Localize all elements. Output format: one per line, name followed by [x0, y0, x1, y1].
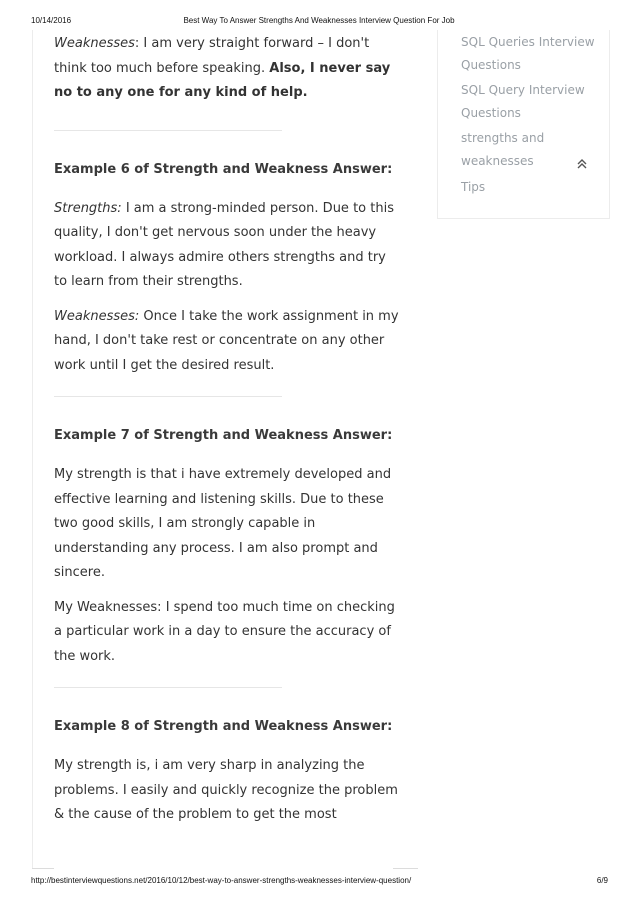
sidebar-link-tips[interactable]: Tips: [461, 180, 486, 194]
page-edge-rule: [32, 868, 54, 869]
example-8-strength: My strength is, i am very sharp in analyzing the problems. I easily and quickly recognize the problem & the cause of the problem to get the most: [54, 758, 398, 822]
example-6-strength: [54, 197, 399, 295]
print-date: 10/14/2016: [31, 16, 72, 25]
print-title: Best Way To Answer Strengths And Weaknesses Interview Question For Job: [183, 16, 455, 25]
section-divider: [54, 130, 282, 131]
example-8-heading: Example 8 of Strength and Weakness Answer:: [54, 719, 393, 734]
strength-text: I am a strong-minded person. Due to this quality, I don't get nervous soon under the heavy workload. I always admire others strengths and try to learn from their strengths.: [54, 200, 394, 289]
example-7-weakness: My Weaknesses: I spend too much time on checking a particular work in a day to ensure the accuracy of the work.: [54, 599, 395, 664]
page-edge-rule: [393, 868, 418, 869]
example-7-heading: Example 7 of Strength and Weakness Answer:: [54, 428, 393, 443]
weakness-paragraph-top: [54, 32, 399, 106]
sidebar-link-strengths-weaknesses[interactable]: strengths and weaknesses: [461, 131, 545, 168]
example-7-strength: My strength is that i have extremely developed and effective learning and listening skills. Due to these two good skills, I am strongly capable in understanding any process. I am also prompt and sincere.: [54, 467, 392, 580]
sidebar-tag-list: [437, 30, 610, 219]
example-6-heading: Example 6 of Strength and Weakness Answer:: [54, 161, 393, 177]
weakness-label: Weaknesses:: [54, 308, 140, 324]
weakness-label: Weaknesses: [54, 36, 135, 51]
weakness-text: Once I take the work assignment in my hand, I don't take rest or concentrate on any other work until I get the desired result.: [54, 308, 399, 373]
section-divider: [54, 687, 282, 688]
pdf-header: [0, 0, 638, 30]
weakness-bold-text: Also, I never say no to any one for any kind of help.: [54, 60, 391, 100]
print-url: http://bestinterviewquestions.net/2016/10/12/best-way-to-answer-strengths-weaknesses-interview-question/: [31, 876, 412, 885]
weakness-text: : I am very straight forward – I don't think too much before speaking.: [54, 36, 370, 76]
page-number: 6/9: [596, 876, 608, 885]
sidebar-link-sql-queries[interactable]: SQL Queries Interview Questions: [461, 35, 595, 72]
article-body: [32, 30, 419, 868]
article-content: [54, 30, 399, 838]
double-chevron-up-icon[interactable]: [575, 158, 589, 172]
pdf-footer: [0, 876, 638, 896]
example-6-weakness: [54, 305, 399, 379]
sidebar-link-sql-query[interactable]: SQL Query Interview Questions: [461, 83, 585, 120]
section-divider: [54, 396, 282, 397]
strength-label: Strengths:: [54, 200, 122, 216]
